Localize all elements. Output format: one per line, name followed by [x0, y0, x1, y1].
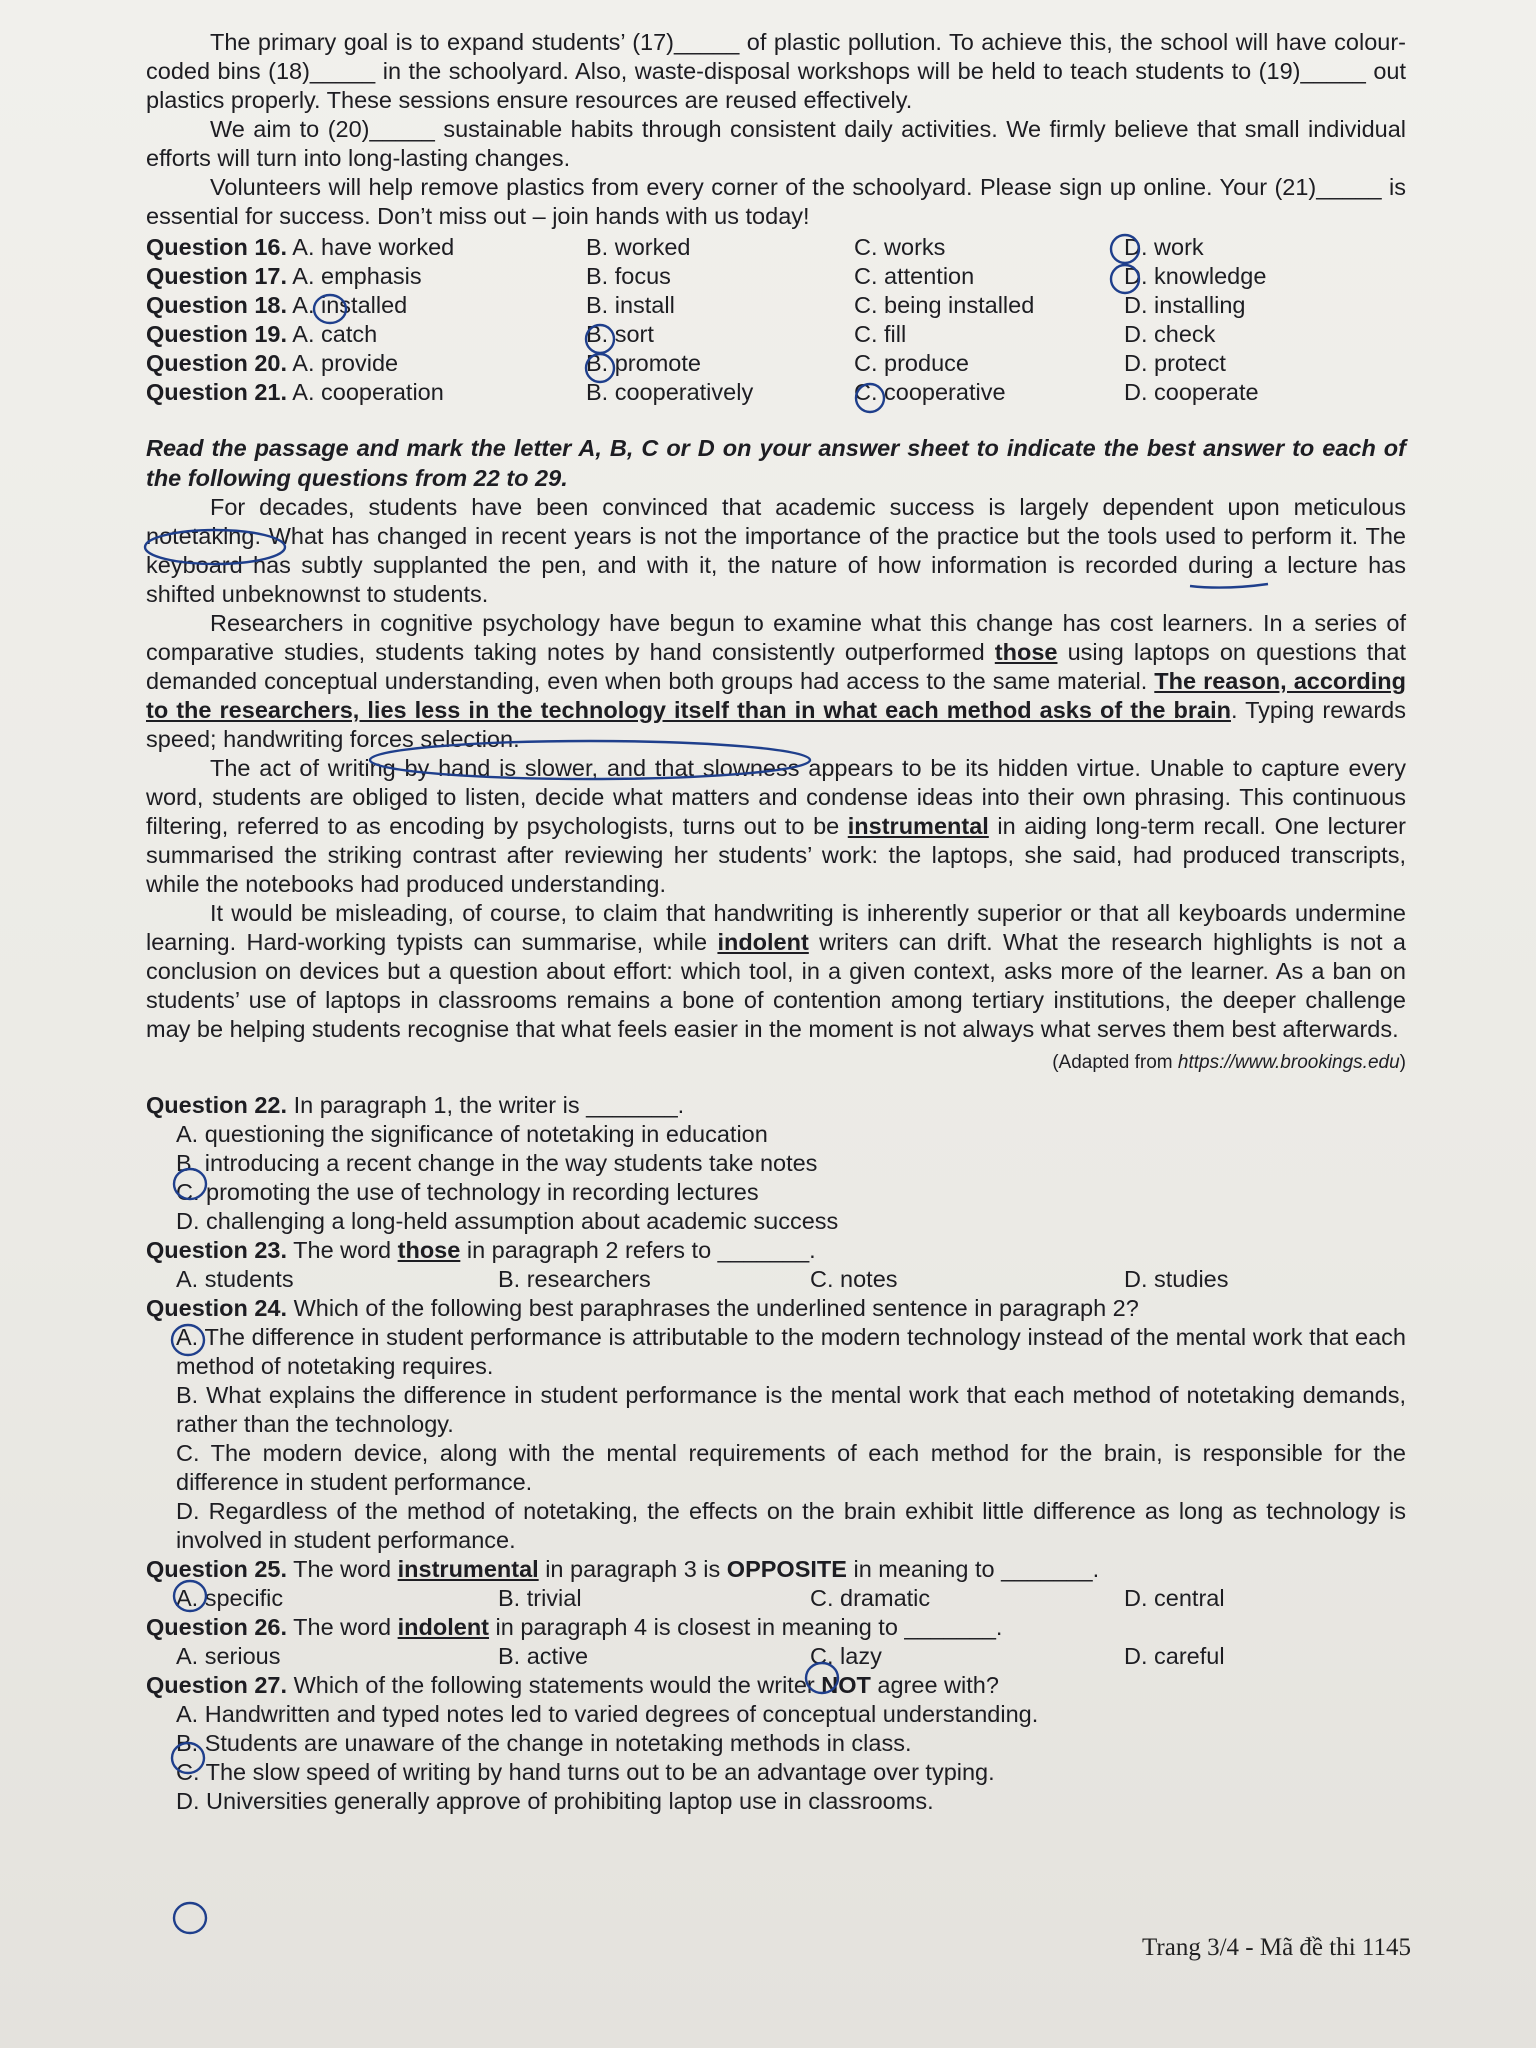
answer-circle-27 — [174, 1903, 206, 1933]
cloze-paragraph-2 — [146, 115, 1406, 173]
question-label: Question 24. — [146, 1295, 288, 1321]
question-21 — [146, 378, 1406, 407]
question-label: Question 16. — [146, 234, 288, 260]
option-d[interactable]: D. knowledge — [1124, 263, 1267, 289]
option-a[interactable]: A. serious — [176, 1643, 281, 1669]
text: in paragraph 3 is — [538, 1556, 727, 1582]
passage-paragraph-3 — [146, 754, 1406, 899]
option-d[interactable]: D. installing — [1124, 292, 1246, 318]
option-a[interactable]: A. specific — [176, 1585, 284, 1611]
text: It would be misleading, of course, to claim that handwriting is inherently superior or that all keyboards undermine learning. Hard-working typists can summarise, while — [146, 900, 1406, 955]
text: Volunteers will help remove plastics from every corner of the schoolyard. Please sign up online. Your (21) — [210, 174, 1317, 200]
question-17 — [146, 262, 1406, 291]
option-a[interactable]: A. Handwritten and typed notes led to varied degrees of conceptual understanding. — [176, 1701, 1039, 1727]
passage-paragraph-1: For decades, students have been convinced that academic success is largely dependent upon meticulous notetaking. What has changed in recent years is not the importance of the practice but the tools used to perform it. The keyboard has subtly supplanted the pen, and with it, the nature of how information is recorded during a lecture has shifted unbeknownst to students. — [146, 494, 1406, 607]
emphasis-word: OPPOSITE — [726, 1556, 847, 1582]
option-c[interactable]: C. attention — [854, 263, 975, 289]
question-22 — [146, 1091, 1406, 1236]
question-19 — [146, 320, 1406, 349]
keyword: instrumental — [397, 1556, 539, 1582]
mcq-16-21 — [146, 233, 1406, 407]
option-d[interactable]: D. protect — [1124, 350, 1226, 376]
text: in the schoolyard. Also, waste-disposal workshops will be held to teach students to (19) — [375, 58, 1301, 84]
question-25 — [146, 1555, 1406, 1613]
option-b[interactable]: B. install — [586, 292, 675, 318]
keyword-indolent: indolent — [717, 929, 809, 955]
text: Researchers in cognitive psychology have begun to examine what this change has cost learners. In a series of comparative studies, students taking notes by hand consistently outperformed — [146, 610, 1406, 665]
question-label: Question 20. — [146, 350, 288, 376]
question-18 — [146, 291, 1406, 320]
option-c[interactable]: C. notes — [810, 1266, 898, 1292]
text: in aiding long-term recall. One lecturer summarised the striking contrast after reviewing her students’ work: the laptops, she said, had produced transcripts, while the notebooks had produced understanding. — [146, 813, 1406, 897]
blank-17: _____ — [674, 29, 740, 55]
option-d[interactable]: D. work — [1124, 234, 1204, 260]
option-c[interactable]: C. produce — [854, 350, 969, 376]
option-c[interactable]: C. The modern device, along with the mental requirements of each method for the brain, is responsible for the difference in student performance. — [176, 1440, 1406, 1495]
question-stem: Which of the following best paraphrases the underlined sentence in paragraph 2? — [287, 1295, 1139, 1321]
option-c[interactable]: C. being installed — [854, 292, 1035, 318]
text: The primary goal is to expand students’ (17) — [210, 29, 674, 55]
blank-19: _____ — [1300, 58, 1366, 84]
text: The act of writing by hand is slower, and that slowness appears to be its hidden virtue. Unable to capture every word, students are obliged to listen, decide what matters and condense ideas into their own phrasing. This continuous filtering, referred to as encoding by psychologists, turns out to be — [146, 755, 1406, 839]
option-a[interactable]: A. installed — [292, 292, 408, 318]
text: We aim to (20) — [210, 116, 370, 142]
question-16 — [146, 233, 1406, 262]
option-b[interactable]: B. trivial — [498, 1585, 582, 1611]
text: in paragraph 4 is closest in meaning to _______. — [489, 1614, 1003, 1640]
text: sustainable habits through consistent daily activities. We firmly believe that small individual efforts will turn into long-lasting changes. — [146, 116, 1406, 171]
option-d[interactable]: D. studies — [1124, 1266, 1229, 1292]
question-label: Question 18. — [146, 292, 288, 318]
page-footer: Trang 3/4 - Mã đề thi 1145 — [1142, 1934, 1411, 1961]
option-b[interactable]: B. researchers — [498, 1266, 651, 1292]
text: Which of the following statements would the writer — [287, 1672, 822, 1698]
option-a[interactable]: A. have worked — [292, 234, 455, 260]
keyword: indolent — [397, 1614, 490, 1640]
option-a[interactable]: A. questioning the significance of notetaking in education — [176, 1121, 768, 1147]
option-b[interactable]: B. worked — [586, 234, 691, 260]
option-b[interactable]: B. promote — [586, 350, 701, 376]
exam-content — [146, 28, 1406, 1816]
option-a[interactable]: A. The difference in student performance is attributable to the modern technology instead of the mental work that each method of notetaking requires. — [176, 1324, 1406, 1379]
option-b[interactable]: B. cooperatively — [586, 379, 754, 405]
question-label: Question 25. — [146, 1556, 288, 1582]
question-label: Question 21. — [146, 379, 288, 405]
text: agree with? — [870, 1672, 999, 1698]
option-c[interactable]: C. lazy — [810, 1643, 882, 1669]
question-label: Question 19. — [146, 321, 288, 347]
passage-paragraph-2 — [146, 609, 1406, 754]
text: (Adapted from — [1052, 1052, 1178, 1073]
text: The word — [287, 1556, 398, 1582]
question-label: Question 23. — [146, 1237, 288, 1263]
passage-paragraph-4 — [146, 899, 1406, 1044]
source-citation — [146, 1048, 1406, 1077]
question-label: Question 17. — [146, 263, 288, 289]
text: in paragraph 2 refers to _______. — [460, 1237, 816, 1263]
option-b[interactable]: B. active — [498, 1643, 589, 1669]
blank-18: _____ — [309, 58, 376, 84]
option-d[interactable]: D. check — [1124, 321, 1216, 347]
text: is essential for success. Don’t miss out – join hands with us today! — [146, 174, 1407, 229]
option-d[interactable]: D. Universities generally approve of prohibiting laptop use in classrooms. — [176, 1788, 934, 1814]
option-b[interactable]: B. sort — [586, 321, 654, 347]
text: . Typing rewards speed; handwriting forces selection. — [146, 697, 1406, 752]
text: The word — [287, 1614, 398, 1640]
keyword-those: those — [994, 639, 1058, 665]
emphasis-word: NOT — [821, 1672, 871, 1698]
option-c[interactable]: C. cooperative — [854, 379, 1006, 405]
option-b[interactable]: B. introducing a recent change in the way students take notes — [176, 1150, 818, 1176]
cloze-paragraph-1 — [146, 28, 1406, 115]
option-b[interactable]: B. What explains the difference in student performance is the mental work that each method of notetaking demands, rather than the technology. — [176, 1382, 1406, 1437]
text: of plastic pollution. To achieve this, the school will have colour-coded bins (18) — [146, 29, 1406, 84]
option-a[interactable]: A. emphasis — [292, 263, 422, 289]
option-d[interactable]: D. central — [1124, 1585, 1225, 1611]
question-stem: In paragraph 1, the writer is _______. — [287, 1092, 685, 1118]
option-a[interactable]: A. cooperation — [292, 379, 444, 405]
option-c[interactable]: C. fill — [854, 321, 907, 347]
source-url[interactable]: https://www.brookings.edu — [1177, 1052, 1400, 1073]
cloze-paragraph-3 — [146, 173, 1406, 231]
option-d[interactable]: D. Regardless of the method of notetaking, the effects on the brain exhibit little difference as long as technology is involved in student performance. — [176, 1498, 1406, 1553]
text: ) — [1399, 1052, 1406, 1073]
keyword: those — [397, 1237, 461, 1263]
option-c[interactable]: C. promoting the use of technology in recording lectures — [176, 1179, 759, 1205]
option-d[interactable]: D. cooperate — [1124, 379, 1259, 405]
option-c[interactable]: C. works — [854, 234, 946, 260]
underlined-sentence: The reason, according to the researchers, lies less in the technology itself than in what each method asks of the brain — [146, 668, 1406, 723]
keyword-instrumental: instrumental — [847, 813, 989, 839]
question-23 — [146, 1236, 1406, 1294]
option-d[interactable]: D. challenging a long-held assumption about academic success — [176, 1208, 839, 1234]
reading-instruction: Read the passage and mark the letter A, B, C or D on your answer sheet to indicate the best answer to each of the following questions from 22 to 29. — [146, 435, 1406, 491]
blank-20: _____ — [369, 116, 435, 142]
text: out plastics properly. These sessions ensure resources are reused effectively. — [146, 58, 1406, 113]
question-label: Question 26. — [146, 1614, 288, 1640]
option-c[interactable]: C. The slow speed of writing by hand turns out to be an advantage over typing. — [176, 1759, 995, 1785]
option-a[interactable]: A. students — [176, 1266, 294, 1292]
option-d[interactable]: D. careful — [1124, 1643, 1225, 1669]
option-a[interactable]: A. catch — [292, 321, 378, 347]
question-label: Question 27. — [146, 1672, 288, 1698]
blank-21: _____ — [1316, 174, 1382, 200]
option-a[interactable]: A. provide — [292, 350, 399, 376]
option-c[interactable]: C. dramatic — [810, 1585, 931, 1611]
question-24 — [146, 1294, 1406, 1555]
text: The word — [287, 1237, 398, 1263]
text: in meaning to _______. — [846, 1556, 1100, 1582]
option-b[interactable]: B. focus — [586, 263, 671, 289]
text: using laptops on questions that demanded conceptual understanding, even when both groups had access to the same material. — [146, 639, 1406, 694]
text: writers can drift. What the research highlights is not a conclusion on devices but a question about effort: which tool, in a given context, asks more of the learner. As a ban on students’ use of laptops in classrooms remains a bone of contention among tertiary institutions, the deeper challenge may be helping students recognise that what feels easier in the moment is not always what serves them best afterwards. — [146, 929, 1406, 1042]
question-20 — [146, 349, 1406, 378]
question-26 — [146, 1613, 1406, 1671]
option-b[interactable]: B. Students are unaware of the change in notetaking methods in class. — [176, 1730, 912, 1756]
question-label: Question 22. — [146, 1092, 288, 1118]
question-27 — [146, 1671, 1406, 1816]
